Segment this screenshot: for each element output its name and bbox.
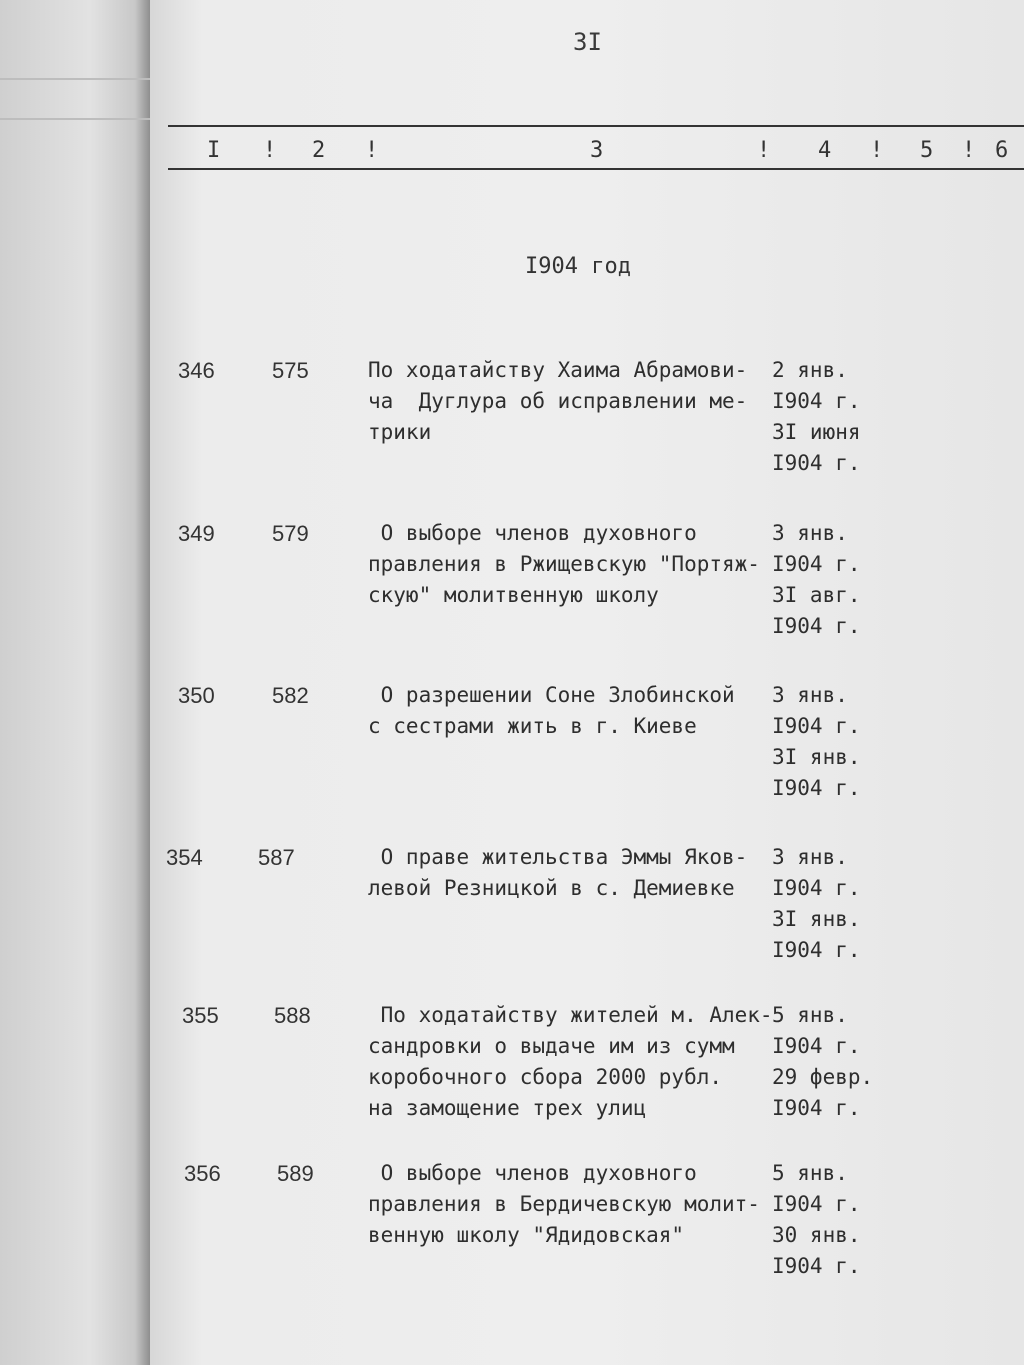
date-line: I904 г.	[772, 1254, 861, 1278]
header-separator: !	[263, 138, 277, 163]
description-line: правления в Бердичевскую молит-	[368, 1192, 760, 1216]
description-line: левой Резницкой в с. Демиевке	[368, 876, 735, 900]
record-number: 355	[182, 1003, 219, 1028]
date-line: I904 г.	[772, 1034, 861, 1058]
date-line: I904 г.	[772, 776, 861, 800]
record-dates	[772, 1000, 892, 1124]
record-dates	[772, 518, 892, 642]
date-line: 3 янв.	[772, 683, 848, 707]
record-number: 346	[178, 358, 215, 383]
description-line: сандровки о выдаче им из сумм	[368, 1034, 735, 1058]
record-description	[368, 1000, 778, 1124]
header-separator: !	[870, 138, 884, 163]
header-col-5: 5	[920, 138, 934, 163]
description-line: венную школу "Ядидовская"	[368, 1223, 685, 1247]
date-line: 5 янв.	[772, 1003, 848, 1027]
header-separator: !	[757, 138, 771, 163]
record-description	[368, 680, 778, 742]
header-col-3: 3	[590, 138, 604, 163]
header-col-4: 4	[818, 138, 832, 163]
left-page-edge	[0, 0, 150, 1365]
date-line: 30 янв.	[772, 1223, 861, 1247]
record-dates	[772, 355, 892, 479]
description-line: коробочного сбора 2000 рубл.	[368, 1065, 723, 1089]
header-col-2: 2	[312, 138, 326, 163]
case-number: 579	[272, 521, 309, 546]
record-dates	[772, 842, 892, 966]
record-description	[368, 1158, 778, 1251]
ghost-rule	[0, 118, 150, 120]
header-rule-bottom	[168, 168, 1024, 170]
description-line: на замощение трех улиц	[368, 1096, 647, 1120]
year-heading: I904 год	[525, 254, 631, 279]
header-separator: !	[962, 138, 976, 163]
date-line: I904 г.	[772, 451, 861, 475]
date-line: 3I авг.	[772, 583, 861, 607]
date-line: I904 г.	[772, 552, 861, 576]
description-line: трики	[368, 420, 432, 444]
date-line: I904 г.	[772, 1192, 861, 1216]
description-line: По ходатайству жителей м. Алек-	[368, 1003, 773, 1027]
description-line: О выборе членов духовного	[368, 1161, 697, 1185]
date-line: 3 янв.	[772, 845, 848, 869]
record-number: 350	[178, 683, 215, 708]
description-line: По ходатайству Хаима Абрамови-	[368, 358, 748, 382]
ghost-rule	[0, 78, 150, 80]
page-number: 3I	[573, 28, 602, 56]
date-line: I904 г.	[772, 1096, 861, 1120]
description-line: О выборе членов духовного	[368, 521, 697, 545]
date-line: I904 г.	[772, 714, 861, 738]
date-line: I904 г.	[772, 389, 861, 413]
header-col-6: 6	[995, 138, 1009, 163]
case-number: 588	[274, 1003, 311, 1028]
date-line: 3 янв.	[772, 521, 848, 545]
date-line: I904 г.	[772, 614, 861, 638]
description-line: правления в Ржищевскую "Портяж-	[368, 552, 760, 576]
record-description	[368, 355, 778, 448]
date-line: 3I июня	[772, 420, 861, 444]
description-line: ча Дуглура об исправлении ме-	[368, 389, 748, 413]
date-line: 5 янв.	[772, 1161, 848, 1185]
case-number: 575	[272, 358, 309, 383]
date-line: 3I янв.	[772, 745, 861, 769]
record-description	[368, 842, 778, 904]
date-line: 3I янв.	[772, 907, 861, 931]
record-description	[368, 518, 778, 611]
record-dates	[772, 680, 892, 804]
record-number: 356	[184, 1161, 221, 1186]
header-rule-top	[168, 125, 1024, 127]
record-number: 349	[178, 521, 215, 546]
description-line: скую" молитвенную школу	[368, 583, 659, 607]
description-line: с сестрами жить в г. Киеве	[368, 714, 697, 738]
date-line: 29 февр.	[772, 1065, 874, 1089]
description-line: О праве жительства Эммы Яков-	[368, 845, 748, 869]
case-number: 589	[277, 1161, 314, 1186]
record-dates	[772, 1158, 892, 1282]
date-line: I904 г.	[772, 938, 861, 962]
date-line: I904 г.	[772, 876, 861, 900]
date-line: 2 янв.	[772, 358, 848, 382]
case-number: 582	[272, 683, 309, 708]
header-separator: !	[365, 138, 379, 163]
case-number: 587	[258, 845, 295, 870]
document-page	[150, 0, 1024, 1365]
description-line: О разрешении Соне Злобинской	[368, 683, 735, 707]
record-number: 354	[166, 845, 203, 870]
header-col-1: I	[207, 138, 221, 163]
